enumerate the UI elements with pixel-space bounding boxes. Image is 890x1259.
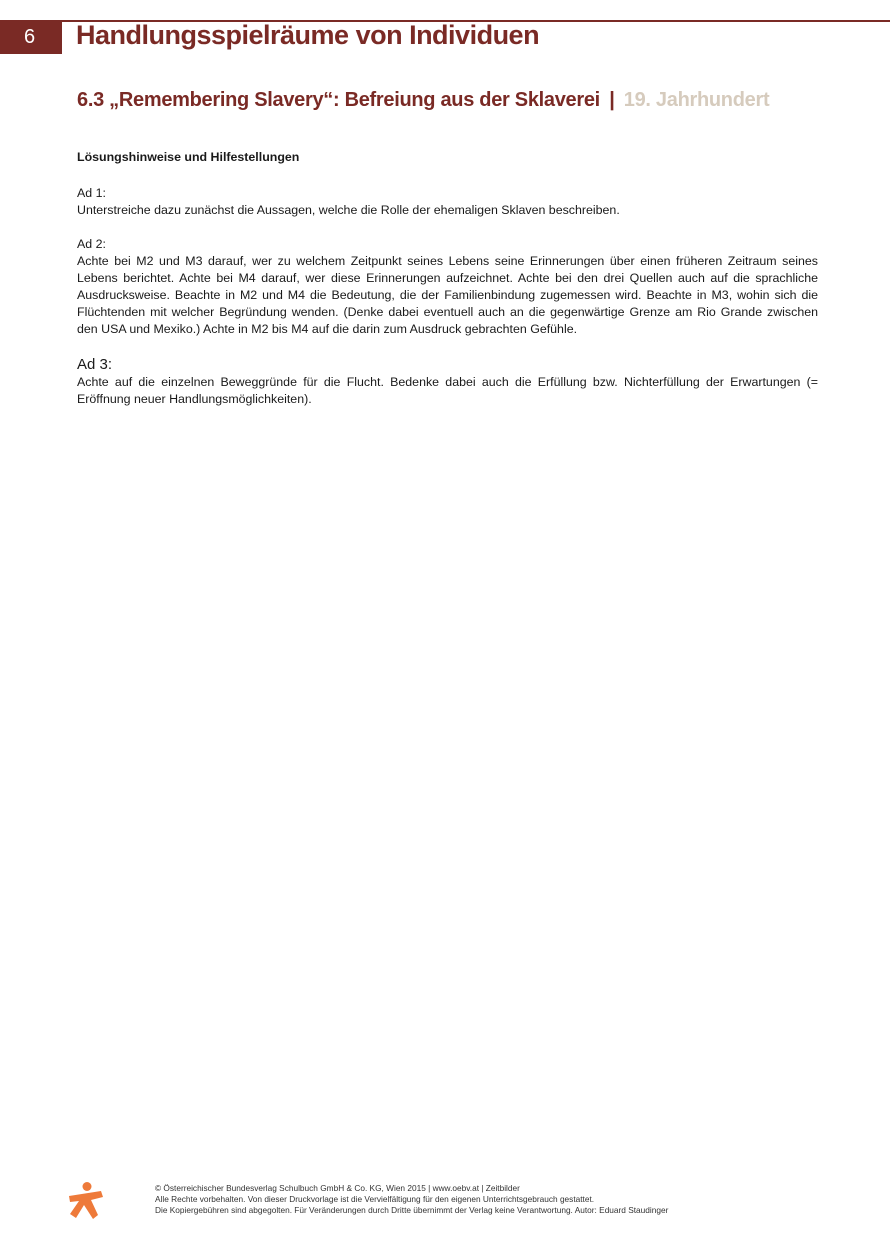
answer-text: Achte auf die einzelnen Beweggründe für die Flucht. Bedenke dabei auch die Erfüllung bzw. Nichterfüllung der Erwartungen (= Eröffnung neuer Handlungsmöglichkeiten). — [77, 375, 818, 406]
footer-line: Alle Rechte vorbehalten. Von dieser Druckvorlage ist die Vervielfältigung für den eigenen Unterrichtsgebrauch gestattet. — [155, 1194, 595, 1204]
answer-text: Achte bei M2 und M3 darauf, wer zu welchem Zeitpunkt seines Lebens seine Erinnerungen über einen früheren Zeitraum seines Lebens berichtet. Achte bei M4 darauf, wer diese Erinnerungen aufzeichnet. Achte bei den drei Quellen auch auf die sprachliche Ausdrucksweise. Beachte in M2 und M4 die Bedeutung, die der Familienbindung zugemessen wird. Beachte in M3, wohin sich die Flüchtenden mit welcher Begründung wenden. (Denke dabei eventuell auch an die gegenwärtige Grenze am Rio Grande zwischen den USA und Mexiko.) Achte in M2 bis M4 auf die darin zum Ausdruck gebrachten Gefühle. — [77, 254, 818, 336]
section-separator: | — [609, 89, 615, 111]
answer-text: Unterstreiche dazu zunächst die Aussagen, welche die Rolle der ehemaligen Sklaven beschreiben. — [77, 203, 620, 217]
footer-line: Die Kopiergebühren sind abgegolten. Für Veränderungen durch Dritte übernimmt der Verlag keine Verantwortung. Autor: Eduard Staudinger — [155, 1205, 669, 1215]
answer-label: Ad 3: — [77, 356, 113, 373]
section-title-text: „Remembering Slavery“: Befreiung aus der Sklaverei — [109, 89, 600, 111]
section-era: 19. Jahrhundert — [623, 89, 770, 111]
section-number: 6.3 — [77, 89, 104, 111]
page-number: 6 — [0, 20, 62, 54]
answer-hint-2 — [77, 236, 818, 338]
content-heading: Lösungshinweise und Hilfestellungen — [77, 150, 300, 164]
footer-line: © Österreichischer Bundesverlag Schulbuch GmbH & Co. KG, Wien 2015 | www.oebv.at | Zeitbilder — [155, 1183, 520, 1193]
answer-hint-3 — [77, 355, 818, 408]
answer-label: Ad 2: — [77, 237, 106, 251]
section-title — [77, 89, 769, 112]
main-content — [77, 149, 818, 425]
publisher-logo-icon — [68, 1182, 104, 1220]
footer-copyright — [155, 1183, 668, 1216]
answer-hint-1 — [77, 185, 818, 219]
answer-label: Ad 1: — [77, 186, 106, 200]
chapter-title: Handlungsspielräume von Individuen — [76, 20, 540, 50]
